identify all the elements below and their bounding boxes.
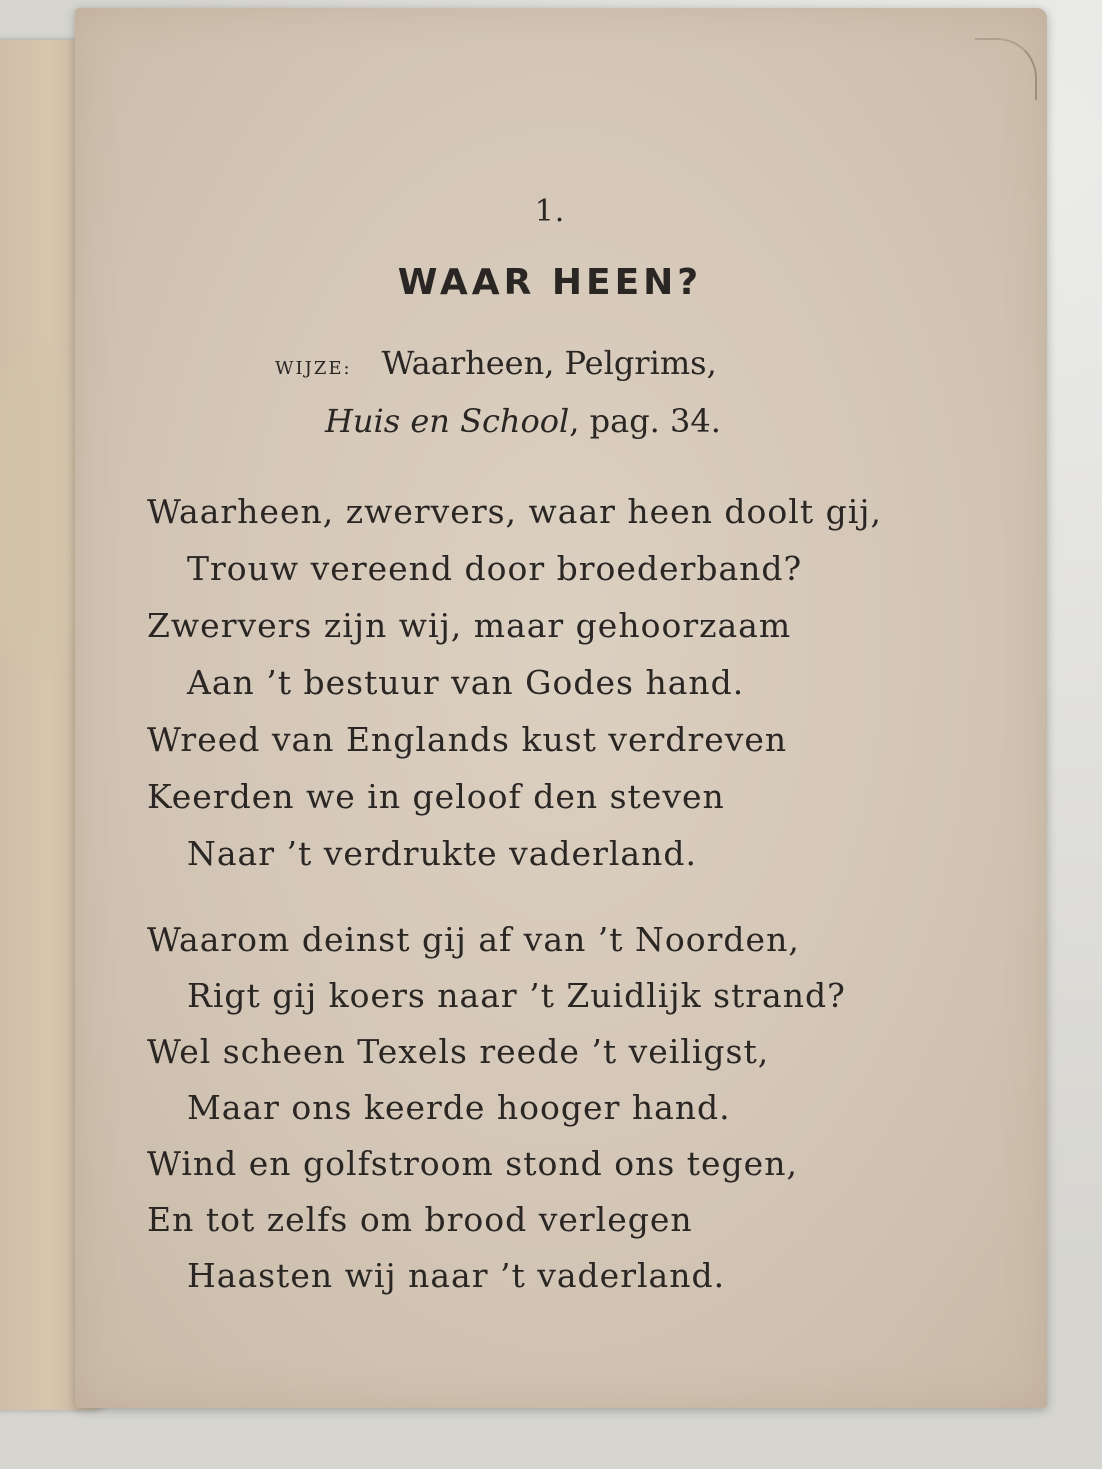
verse-line: Naar ’t verdrukte vaderland. <box>187 834 697 873</box>
verse-line: Haasten wij naar ’t vaderland. <box>187 1256 726 1295</box>
verse-line: Waarheen, zwervers, waar heen doolt gij, <box>147 492 882 531</box>
source-page: , pag. 34. <box>569 402 721 440</box>
verse-line: Waarom deinst gij af van ’t Noorden, <box>147 920 800 959</box>
stanza-1 <box>147 483 1007 882</box>
booklet-page <box>75 8 1047 1408</box>
verse-line: Trouw vereend door broederband? <box>187 549 803 588</box>
tune-line <box>275 344 975 382</box>
verse-line: Aan ’t bestuur van Godes hand. <box>187 663 745 702</box>
verse-line: Zwervers zijn wij, maar gehoorzaam <box>147 606 792 645</box>
source-book: Huis en School <box>325 402 570 440</box>
song-title: WAAR HEEN? <box>397 262 703 303</box>
page-content <box>75 8 1047 1408</box>
verse-line: Wind en golfstroom stond ons tegen, <box>147 1144 798 1183</box>
verse-line: Keerden we in geloof den steven <box>147 777 725 816</box>
verse-line: Wreed van Englands kust verdreven <box>147 720 788 759</box>
verse-line: En tot zelfs om brood verlegen <box>147 1200 693 1239</box>
verse-line: Maar ons keerde hooger hand. <box>187 1088 731 1127</box>
tune-name: Waarheen, Pelgrims, <box>381 344 717 382</box>
tune-source <box>325 402 925 440</box>
song-number: 1. <box>534 194 566 229</box>
verse-line: Wel scheen Texels reede ’t veiligst, <box>147 1032 770 1071</box>
tune-label: WIJZE: <box>275 358 352 379</box>
verse-line: Rigt gij koers naar ’t Zuidlijk strand? <box>187 976 846 1015</box>
stanza-2 <box>147 912 1007 1304</box>
